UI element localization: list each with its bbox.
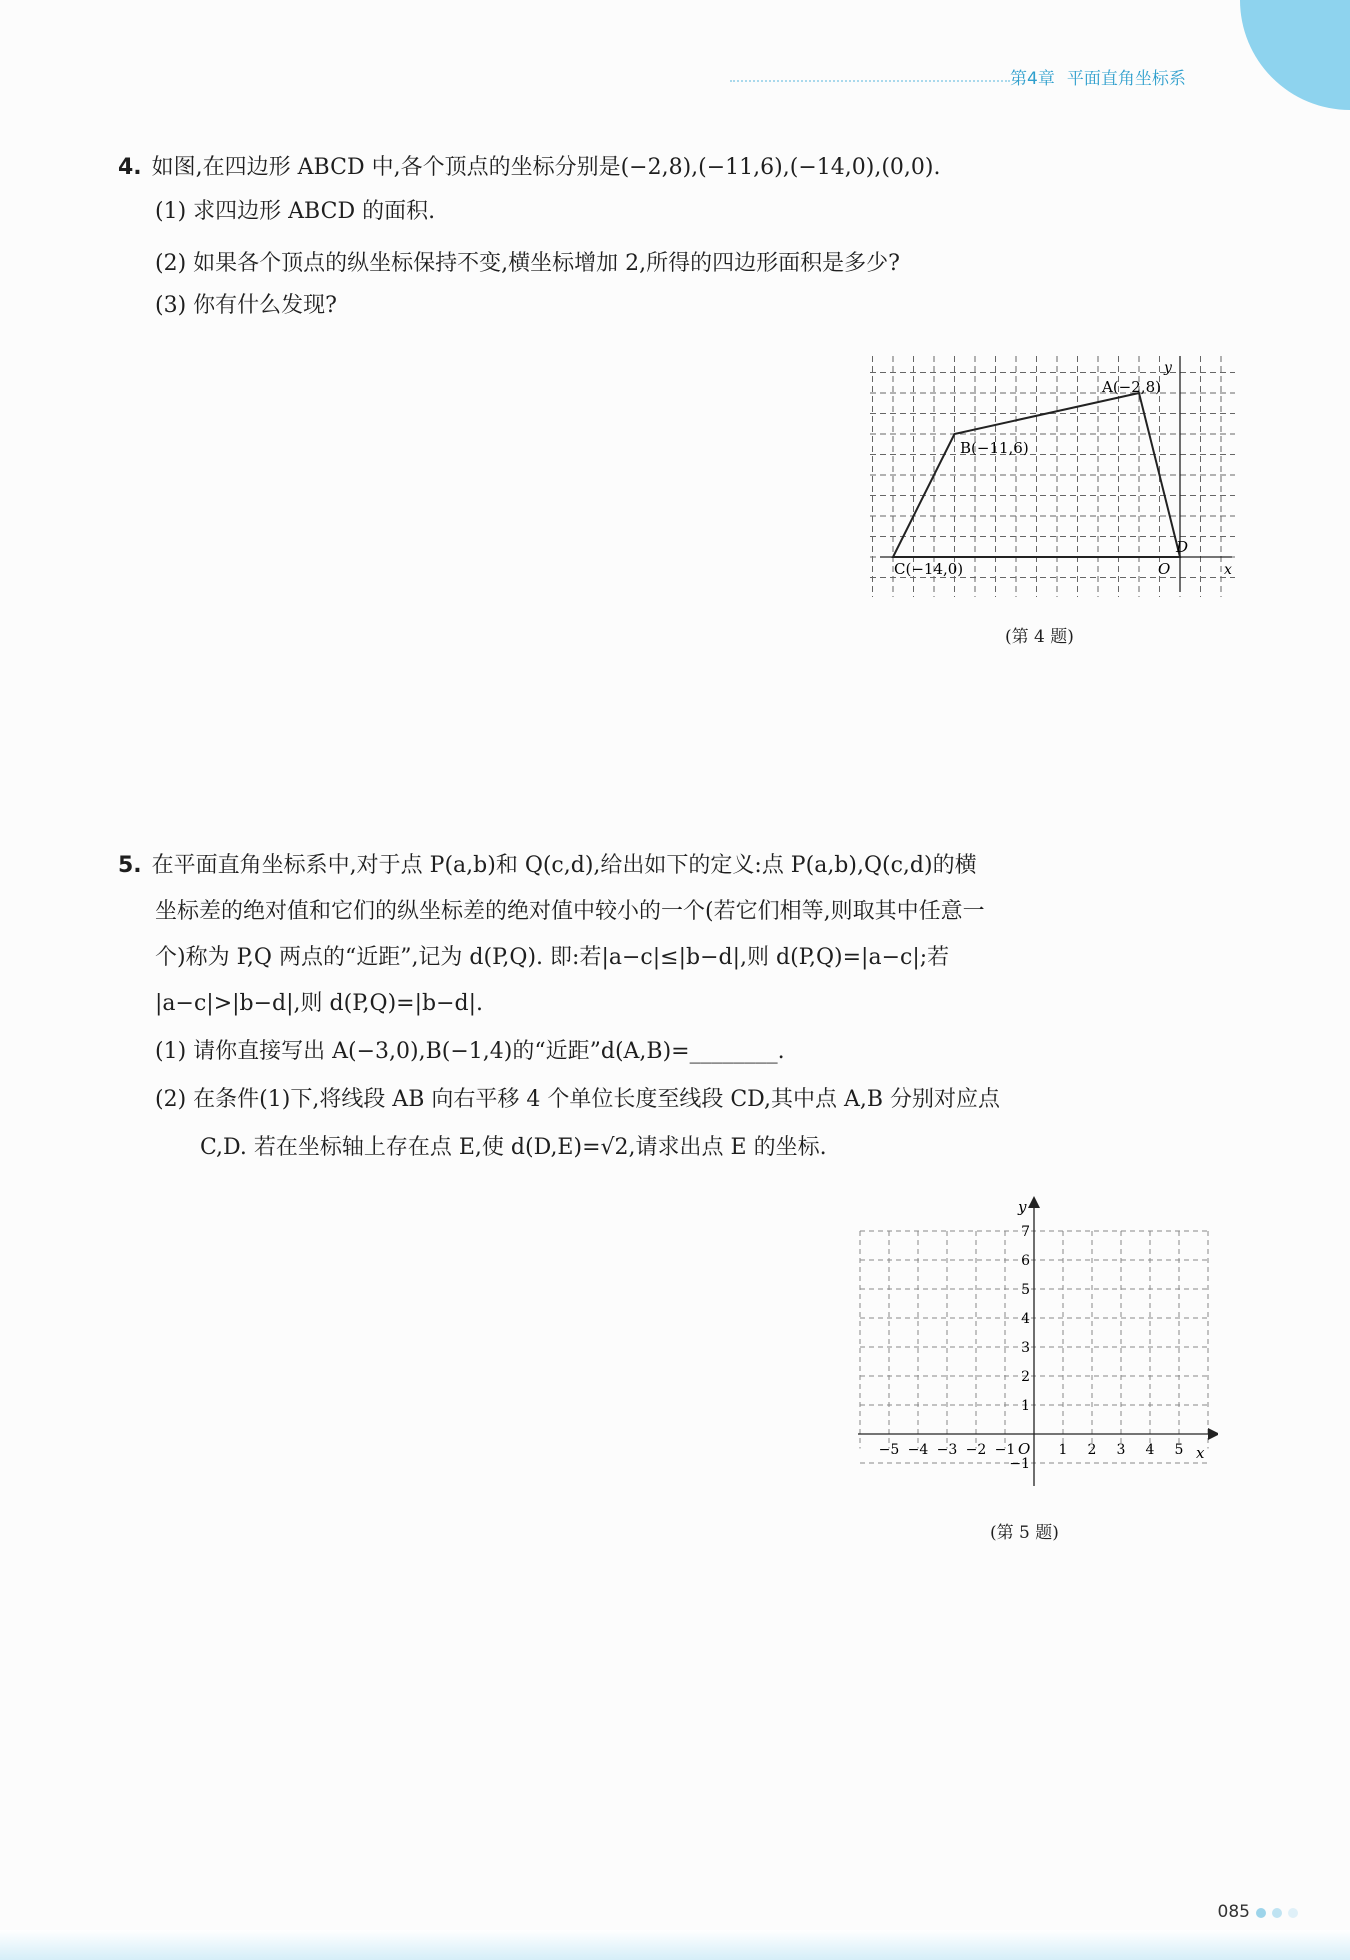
q4-origin-label: O (1158, 560, 1171, 578)
q5-x-tick-label: −2 (965, 1442, 987, 1458)
q5-x-tick-label: 5 (1174, 1442, 1184, 1458)
q4-stem-text: 如图,在四边形 ABCD 中,各个顶点的坐标分别是(−2,8),(−11,6),(−14,0),(0,0). (151, 155, 941, 180)
q5-y-tick-label: 2 (1021, 1369, 1030, 1385)
q5-y-ticks (1009, 1224, 1030, 1472)
q5-x-tick-label: −4 (907, 1442, 929, 1458)
q5-x-tick-label: 4 (1145, 1442, 1155, 1458)
q5-y-tick-label: 1 (1021, 1398, 1030, 1414)
q5-y-tick-label: −1 (1009, 1456, 1030, 1472)
q5-line-4: |a−c|>|b−d|,则 d(P,Q)=|b−d|. (155, 991, 484, 1016)
q5-line-3: 个)称为 P,Q 两点的“近距”,记为 d(P,Q). 即:若|a−c|≤|b−d|,则 d(P,Q)=|a−c|;若 (155, 945, 950, 970)
q5-y-tick-label: 5 (1021, 1282, 1030, 1298)
q5-x-tick-label: −1 (994, 1442, 1016, 1458)
q5-x-tick-label: −3 (936, 1442, 958, 1458)
q4-figure (870, 352, 1240, 602)
q4-part-1: (1) 求四边形 ABCD 的面积. (155, 199, 436, 224)
q5-x-tick-label: −5 (878, 1442, 900, 1458)
point-b-label: B(−11,6) (960, 439, 1029, 457)
q4-stem (118, 152, 940, 184)
q5-x-arrow (1208, 1428, 1218, 1440)
q4-caption: (第 4 题) (1005, 627, 1074, 647)
q4-part-2: (2) 如果各个顶点的纵坐标保持不变,横坐标增加 2,所得的四边形面积是多少? (155, 251, 900, 276)
q4-y-label: y (1164, 360, 1172, 376)
point-a-label: A(−2,8) (1102, 378, 1161, 396)
header-divider (730, 80, 1010, 82)
q5-x-tick-label: 3 (1116, 1442, 1126, 1458)
q5-number: 5. (118, 853, 142, 878)
q5-y-tick-label: 3 (1021, 1340, 1030, 1356)
q5-line-2: 坐标差的绝对值和它们的纵坐标差的绝对值中较小的一个(若它们相等,则取其中任意一 (155, 899, 985, 924)
corner-decoration (1240, 0, 1350, 110)
q5-part-1: (1) 请你直接写出 A(−3,0),B(−1,4)的“近距”d(A,B)=________. (155, 1039, 785, 1064)
footer-band (0, 1930, 1350, 1960)
q5-figure (858, 1196, 1218, 1486)
q4-x-label: x (1224, 562, 1232, 578)
chapter-header (1010, 64, 1198, 89)
q5-x-tick-label: 1 (1058, 1442, 1068, 1458)
q5-y-tick-label: 4 (1021, 1311, 1030, 1327)
chapter-title: 平面直角坐标系 (1066, 69, 1186, 89)
q5-line-1 (118, 850, 977, 882)
q5-x-ticks (879, 1442, 1184, 1458)
q5-part-2-line-2: C,D. 若在坐标轴上存在点 E,使 d(D,E)=√2,请求出点 E 的坐标. (200, 1135, 827, 1160)
q5-origin-label: O (1018, 1440, 1031, 1458)
q5-x-tick-label: 2 (1087, 1442, 1097, 1458)
q5-caption: (第 5 题) (990, 1523, 1059, 1543)
q5-y-tick-label: 7 (1021, 1224, 1030, 1240)
q5-part-2-line-1: (2) 在条件(1)下,将线段 AB 向右平移 4 个单位长度至线段 CD,其中点 A,B 分别对应点 (155, 1087, 1001, 1112)
q5-line-1-text: 在平面直角坐标系中,对于点 P(a,b)和 Q(c,d),给出如下的定义:点 P(a,b),Q(c,d)的横 (151, 853, 977, 878)
footer-dot-3 (1288, 1908, 1298, 1918)
footer-dot-2 (1272, 1908, 1282, 1918)
q5-y-label: y (1018, 1198, 1027, 1216)
point-c-label: C(−14,0) (894, 560, 964, 578)
q5-y-tick-label: 6 (1021, 1253, 1030, 1269)
q4-part-3: (3) 你有什么发现? (155, 293, 337, 318)
chapter-number: 第4章 (1010, 69, 1055, 89)
q4-number: 4. (118, 155, 142, 180)
point-d-label: D (1176, 538, 1189, 556)
page-number: 085 (1217, 1902, 1250, 1922)
q5-y-arrow (1028, 1196, 1040, 1208)
footer-dot-1 (1256, 1908, 1266, 1918)
q5-x-label: x (1196, 1444, 1205, 1462)
